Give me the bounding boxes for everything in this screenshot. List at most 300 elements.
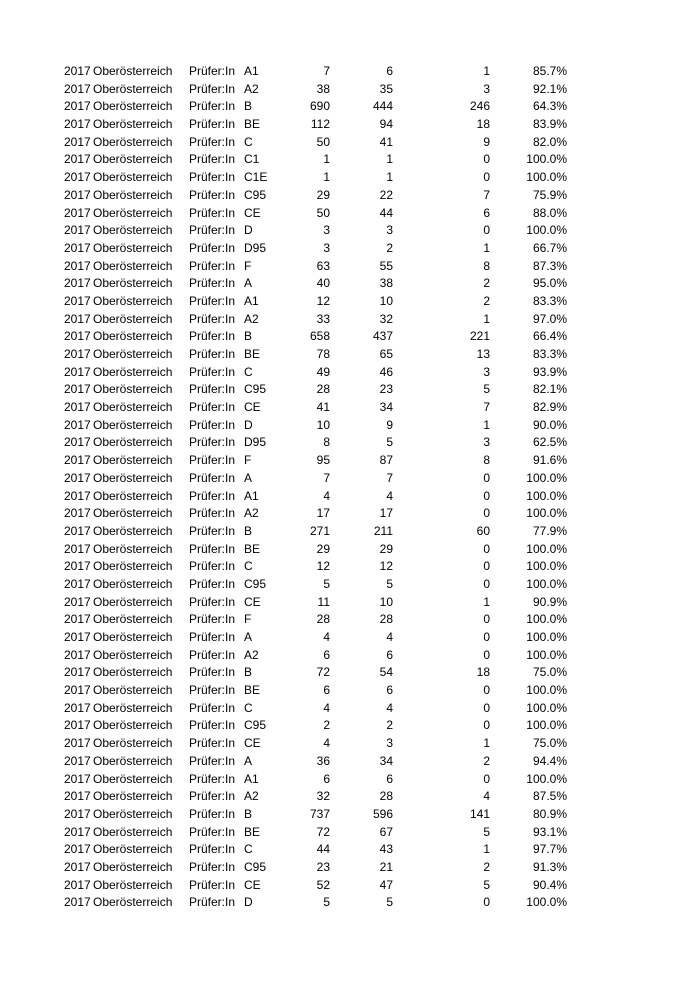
role-cell: Prüfer:In [189, 81, 236, 96]
pass-rate-cell: 75.9% [532, 187, 567, 202]
license-class-cell: A [244, 630, 253, 644]
license-class-cell: C1 [244, 152, 260, 167]
region-cell: Oberösterreich [93, 506, 173, 521]
total-count-cell: 28 [316, 612, 330, 627]
year-cell: 2017 [64, 470, 91, 485]
table-row [0, 806, 700, 824]
passed-count-cell: 444 [372, 99, 393, 114]
role-cell: Prüfer:In [189, 842, 236, 857]
region-cell: Oberösterreich [93, 612, 173, 627]
total-count-cell: 2 [323, 718, 330, 733]
table-row [0, 293, 700, 311]
failed-count-cell: 1 [483, 417, 490, 432]
total-count-cell: 6 [323, 771, 330, 786]
region-cell: Oberösterreich [93, 700, 173, 715]
role-cell: Prüfer:In [189, 258, 236, 273]
passed-count-cell: 38 [379, 276, 393, 291]
pass-rate-cell: 97.7% [532, 842, 567, 857]
total-count-cell: 4 [323, 700, 330, 715]
total-count-cell: 5 [323, 576, 330, 591]
license-class-cell: D [244, 223, 253, 238]
region-cell: Oberösterreich [93, 824, 173, 839]
region-cell: Oberösterreich [93, 470, 173, 485]
passed-count-cell: 41 [379, 134, 393, 149]
role-cell: Prüfer:In [189, 170, 236, 185]
region-cell: Oberösterreich [93, 753, 173, 768]
total-count-cell: 12 [316, 559, 330, 574]
region-cell: Oberösterreich [93, 329, 173, 344]
role-cell: Prüfer:In [189, 576, 236, 591]
pass-rate-cell: 100.0% [526, 506, 567, 521]
role-cell: Prüfer:In [189, 683, 236, 698]
failed-count-cell: 2 [483, 276, 490, 291]
role-cell: Prüfer:In [189, 435, 236, 450]
license-class-cell: BE [244, 117, 261, 132]
pass-rate-cell: 100.0% [526, 170, 567, 185]
pass-rate-cell: 100.0% [526, 771, 567, 786]
license-class-cell: A1 [244, 488, 259, 503]
total-count-cell: 3 [323, 223, 330, 238]
passed-count-cell: 596 [372, 806, 393, 821]
passed-count-cell: 17 [379, 506, 393, 521]
pass-rate-cell: 100.0% [526, 576, 567, 591]
failed-count-cell: 2 [483, 293, 490, 308]
year-cell: 2017 [64, 824, 91, 839]
passed-count-cell: 12 [379, 559, 393, 574]
passed-count-cell: 23 [379, 382, 393, 397]
passed-count-cell: 55 [379, 258, 393, 273]
role-cell: Prüfer:In [189, 329, 236, 344]
pass-rate-cell: 100.0% [526, 223, 567, 238]
year-cell: 2017 [64, 665, 91, 680]
license-class-cell: A2 [244, 506, 259, 521]
failed-count-cell: 9 [483, 134, 490, 149]
year-cell: 2017 [64, 311, 91, 326]
passed-count-cell: 1 [386, 152, 393, 167]
data-table [0, 63, 700, 912]
pass-rate-cell: 82.1% [532, 382, 567, 397]
total-count-cell: 17 [316, 506, 330, 521]
total-count-cell: 38 [316, 81, 330, 96]
pass-rate-cell: 95.0% [532, 276, 567, 291]
role-cell: Prüfer:In [189, 347, 236, 361]
failed-count-cell: 0 [483, 771, 490, 786]
year-cell: 2017 [64, 647, 91, 662]
total-count-cell: 271 [309, 523, 330, 538]
role-cell: Prüfer:In [189, 152, 236, 167]
passed-count-cell: 87 [379, 453, 393, 468]
license-class-cell: A [244, 276, 253, 291]
license-class-cell: A2 [244, 647, 259, 662]
license-class-cell: F [244, 453, 252, 468]
failed-count-cell: 18 [476, 665, 490, 680]
region-cell: Oberösterreich [93, 576, 173, 591]
year-cell: 2017 [64, 612, 91, 627]
passed-count-cell: 2 [386, 718, 393, 733]
pass-rate-cell: 87.3% [532, 258, 567, 273]
failed-count-cell: 5 [483, 382, 490, 397]
role-cell: Prüfer:In [189, 895, 236, 910]
role-cell: Prüfer:In [189, 400, 236, 415]
license-class-cell: C1E [244, 170, 268, 185]
total-count-cell: 50 [316, 205, 330, 220]
role-cell: Prüfer:In [189, 541, 236, 556]
failed-count-cell: 0 [483, 718, 490, 733]
region-cell: Oberösterreich [93, 152, 173, 167]
year-cell: 2017 [64, 895, 91, 910]
passed-count-cell: 28 [379, 789, 393, 804]
region-cell: Oberösterreich [93, 187, 173, 202]
license-class-cell: B [244, 99, 253, 114]
total-count-cell: 29 [316, 541, 330, 556]
failed-count-cell: 0 [483, 541, 490, 556]
failed-count-cell: 18 [476, 117, 490, 132]
total-count-cell: 78 [316, 347, 330, 361]
failed-count-cell: 0 [483, 506, 490, 521]
passed-count-cell: 2 [386, 240, 393, 255]
year-cell: 2017 [64, 99, 91, 114]
license-class-cell: BE [244, 824, 261, 839]
license-class-cell: C95 [244, 576, 267, 591]
passed-count-cell: 10 [379, 594, 393, 609]
region-cell: Oberösterreich [93, 81, 173, 96]
passed-count-cell: 6 [386, 771, 393, 786]
region-cell: Oberösterreich [93, 170, 173, 185]
total-count-cell: 72 [316, 665, 330, 680]
table-row [0, 523, 700, 541]
failed-count-cell: 8 [483, 258, 490, 273]
total-count-cell: 658 [309, 329, 330, 344]
region-cell: Oberösterreich [93, 789, 173, 804]
year-cell: 2017 [64, 488, 91, 503]
region-cell: Oberösterreich [93, 417, 173, 432]
total-count-cell: 41 [316, 400, 330, 415]
license-class-cell: BE [244, 541, 261, 556]
failed-count-cell: 0 [483, 683, 490, 698]
failed-count-cell: 5 [483, 824, 490, 839]
role-cell: Prüfer:In [189, 612, 236, 627]
pass-rate-cell: 100.0% [526, 612, 567, 627]
region-cell: Oberösterreich [93, 258, 173, 273]
license-class-cell: C95 [244, 718, 267, 733]
failed-count-cell: 4 [483, 789, 490, 804]
pass-rate-cell: 62.5% [532, 435, 567, 450]
license-class-cell: A2 [244, 81, 259, 96]
passed-count-cell: 437 [372, 329, 393, 344]
pass-rate-cell: 77.9% [532, 523, 567, 538]
year-cell: 2017 [64, 541, 91, 556]
total-count-cell: 52 [316, 877, 330, 892]
region-cell: Oberösterreich [93, 541, 173, 556]
passed-count-cell: 28 [379, 612, 393, 627]
failed-count-cell: 60 [476, 523, 490, 538]
license-class-cell: C [244, 364, 253, 379]
table-row [0, 187, 700, 205]
table-row [0, 134, 700, 152]
total-count-cell: 72 [316, 824, 330, 839]
year-cell: 2017 [64, 223, 91, 238]
region-cell: Oberösterreich [93, 117, 173, 132]
table-row [0, 629, 700, 647]
failed-count-cell: 0 [483, 559, 490, 574]
failed-count-cell: 0 [483, 895, 490, 910]
region-cell: Oberösterreich [93, 895, 173, 910]
role-cell: Prüfer:In [189, 293, 236, 308]
total-count-cell: 33 [316, 311, 330, 326]
region-cell: Oberösterreich [93, 594, 173, 609]
role-cell: Prüfer:In [189, 64, 236, 78]
failed-count-cell: 0 [483, 152, 490, 167]
role-cell: Prüfer:In [189, 205, 236, 220]
total-count-cell: 49 [316, 364, 330, 379]
total-count-cell: 4 [323, 630, 330, 644]
total-count-cell: 23 [316, 859, 330, 874]
failed-count-cell: 1 [483, 842, 490, 857]
role-cell: Prüfer:In [189, 364, 236, 379]
year-cell: 2017 [64, 170, 91, 185]
total-count-cell: 737 [309, 806, 330, 821]
pass-rate-cell: 85.7% [532, 64, 567, 78]
role-cell: Prüfer:In [189, 99, 236, 114]
total-count-cell: 11 [317, 594, 330, 609]
year-cell: 2017 [64, 276, 91, 291]
table-row [0, 205, 700, 223]
region-cell: Oberösterreich [93, 205, 173, 220]
pass-rate-cell: 66.7% [532, 240, 567, 255]
total-count-cell: 40 [316, 276, 330, 291]
region-cell: Oberösterreich [93, 683, 173, 698]
total-count-cell: 12 [316, 293, 330, 308]
total-count-cell: 8 [323, 435, 330, 450]
region-cell: Oberösterreich [93, 134, 173, 149]
pass-rate-cell: 100.0% [526, 683, 567, 698]
role-cell: Prüfer:In [189, 859, 236, 874]
pass-rate-cell: 87.5% [532, 789, 567, 804]
region-cell: Oberösterreich [93, 240, 173, 255]
role-cell: Prüfer:In [189, 311, 236, 326]
year-cell: 2017 [64, 134, 91, 149]
year-cell: 2017 [64, 789, 91, 804]
license-class-cell: C95 [244, 382, 267, 397]
failed-count-cell: 13 [476, 347, 490, 361]
passed-count-cell: 94 [379, 117, 393, 132]
pass-rate-cell: 100.0% [526, 700, 567, 715]
failed-count-cell: 2 [483, 859, 490, 874]
pass-rate-cell: 93.9% [532, 364, 567, 379]
failed-count-cell: 0 [483, 170, 490, 185]
license-class-cell: A1 [244, 293, 259, 308]
table-row [0, 611, 700, 629]
table-row [0, 558, 700, 576]
license-class-cell: BE [244, 347, 261, 361]
failed-count-cell: 3 [483, 81, 490, 96]
role-cell: Prüfer:In [189, 700, 236, 715]
region-cell: Oberösterreich [93, 736, 173, 751]
total-count-cell: 4 [323, 488, 330, 503]
license-class-cell: B [244, 806, 253, 821]
total-count-cell: 1 [323, 170, 330, 185]
year-cell: 2017 [64, 329, 91, 344]
year-cell: 2017 [64, 117, 91, 132]
role-cell: Prüfer:In [189, 470, 236, 485]
total-count-cell: 6 [323, 683, 330, 698]
year-cell: 2017 [64, 258, 91, 273]
failed-count-cell: 0 [483, 647, 490, 662]
license-class-cell: C [244, 559, 253, 574]
table-row [0, 788, 700, 806]
passed-count-cell: 4 [386, 630, 393, 644]
year-cell: 2017 [64, 842, 91, 857]
region-cell: Oberösterreich [93, 293, 173, 308]
table-row [0, 452, 700, 470]
passed-count-cell: 67 [379, 824, 393, 839]
failed-count-cell: 0 [483, 488, 490, 503]
role-cell: Prüfer:In [189, 488, 236, 503]
passed-count-cell: 21 [379, 859, 393, 874]
role-cell: Prüfer:In [189, 506, 236, 521]
license-class-cell: D [244, 417, 253, 432]
license-class-cell: F [244, 258, 252, 273]
region-cell: Oberösterreich [93, 859, 173, 874]
role-cell: Prüfer:In [189, 187, 236, 202]
role-cell: Prüfer:In [189, 240, 236, 255]
passed-count-cell: 29 [379, 541, 393, 556]
license-class-cell: CE [244, 205, 261, 220]
total-count-cell: 5 [323, 895, 330, 910]
pass-rate-cell: 91.3% [532, 859, 567, 874]
pass-rate-cell: 91.6% [532, 453, 567, 468]
license-class-cell: B [244, 665, 253, 680]
pass-rate-cell: 75.0% [532, 665, 567, 680]
passed-count-cell: 5 [386, 435, 393, 450]
total-count-cell: 6 [323, 647, 330, 662]
license-class-cell: A1 [244, 771, 259, 786]
passed-count-cell: 9 [386, 417, 393, 432]
pass-rate-cell: 100.0% [526, 559, 567, 574]
region-cell: Oberösterreich [93, 647, 173, 662]
role-cell: Prüfer:In [189, 753, 236, 768]
region-cell: Oberösterreich [93, 877, 173, 892]
passed-count-cell: 47 [379, 877, 393, 892]
table-row [0, 576, 700, 594]
license-class-cell: A [244, 753, 253, 768]
license-class-cell: A [244, 470, 253, 485]
pass-rate-cell: 100.0% [526, 152, 567, 167]
table-row [0, 364, 700, 382]
table-row [0, 505, 700, 523]
region-cell: Oberösterreich [93, 630, 173, 644]
table-row [0, 700, 700, 718]
failed-count-cell: 7 [483, 400, 490, 415]
role-cell: Prüfer:In [189, 789, 236, 804]
table-row [0, 647, 700, 665]
table-row [0, 222, 700, 240]
table-row [0, 771, 700, 789]
year-cell: 2017 [64, 559, 91, 574]
total-count-cell: 63 [316, 258, 330, 273]
pass-rate-cell: 75.0% [532, 736, 567, 751]
table-row [0, 664, 700, 682]
role-cell: Prüfer:In [189, 806, 236, 821]
license-class-cell: CE [244, 736, 261, 751]
table-row [0, 151, 700, 169]
total-count-cell: 7 [323, 64, 330, 78]
pass-rate-cell: 80.9% [532, 806, 567, 821]
passed-count-cell: 6 [386, 683, 393, 698]
passed-count-cell: 5 [386, 576, 393, 591]
failed-count-cell: 8 [483, 453, 490, 468]
region-cell: Oberösterreich [93, 559, 173, 574]
passed-count-cell: 3 [386, 223, 393, 238]
passed-count-cell: 10 [379, 293, 393, 308]
year-cell: 2017 [64, 753, 91, 768]
pass-rate-cell: 100.0% [526, 470, 567, 485]
passed-count-cell: 44 [379, 205, 393, 220]
role-cell: Prüfer:In [189, 453, 236, 468]
year-cell: 2017 [64, 400, 91, 415]
region-cell: Oberösterreich [93, 400, 173, 415]
license-class-cell: B [244, 329, 253, 344]
pass-rate-cell: 83.9% [532, 117, 567, 132]
year-cell: 2017 [64, 152, 91, 167]
total-count-cell: 1 [323, 152, 330, 167]
total-count-cell: 32 [316, 789, 330, 804]
failed-count-cell: 141 [469, 806, 490, 821]
failed-count-cell: 221 [469, 329, 490, 344]
license-class-cell: D [244, 895, 253, 910]
passed-count-cell: 4 [386, 488, 393, 503]
region-cell: Oberösterreich [93, 453, 173, 468]
passed-count-cell: 46 [379, 364, 393, 379]
role-cell: Prüfer:In [189, 824, 236, 839]
total-count-cell: 10 [316, 417, 330, 432]
pass-rate-cell: 100.0% [526, 895, 567, 910]
region-cell: Oberösterreich [93, 488, 173, 503]
region-cell: Oberösterreich [93, 64, 173, 78]
pass-rate-cell: 90.0% [532, 417, 567, 432]
table-row [0, 594, 700, 612]
table-row [0, 381, 700, 399]
passed-count-cell: 211 [373, 523, 393, 538]
table-row [0, 735, 700, 753]
table-row [0, 399, 700, 417]
total-count-cell: 36 [316, 753, 330, 768]
passed-count-cell: 6 [386, 647, 393, 662]
region-cell: Oberösterreich [93, 276, 173, 291]
license-class-cell: CE [244, 400, 261, 415]
region-cell: Oberösterreich [93, 223, 173, 238]
pass-rate-cell: 100.0% [526, 630, 567, 644]
total-count-cell: 112 [310, 117, 330, 132]
region-cell: Oberösterreich [93, 806, 173, 821]
year-cell: 2017 [64, 877, 91, 892]
table-row [0, 311, 700, 329]
role-cell: Prüfer:In [189, 630, 236, 644]
pass-rate-cell: 83.3% [532, 293, 567, 308]
year-cell: 2017 [64, 187, 91, 202]
pass-rate-cell: 100.0% [526, 647, 567, 662]
region-cell: Oberösterreich [93, 718, 173, 733]
year-cell: 2017 [64, 382, 91, 397]
role-cell: Prüfer:In [189, 276, 236, 291]
license-class-cell: C [244, 700, 253, 715]
pass-rate-cell: 88.0% [532, 205, 567, 220]
failed-count-cell: 0 [483, 470, 490, 485]
pass-rate-cell: 64.3% [532, 99, 567, 114]
passed-count-cell: 22 [379, 187, 393, 202]
table-row [0, 682, 700, 700]
year-cell: 2017 [64, 205, 91, 220]
